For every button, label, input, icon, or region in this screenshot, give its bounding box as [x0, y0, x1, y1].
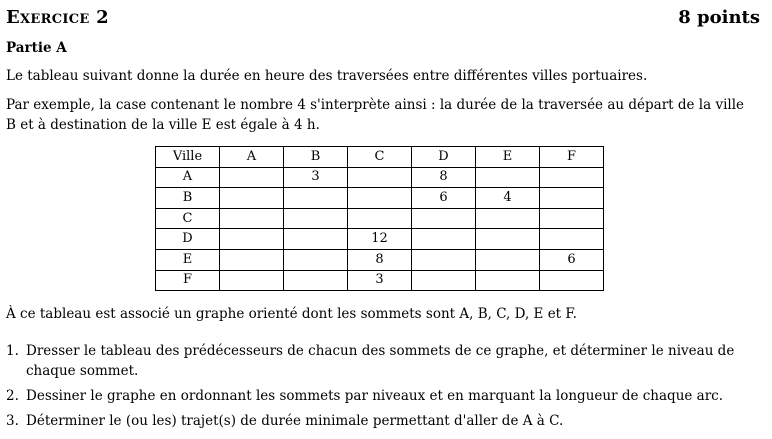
intro-paragraph: Le tableau suivant donne la durée en heure des traversées entre différentes villes portuaires. [6, 68, 648, 84]
table-row-header-cell: C [156, 208, 220, 229]
part-title: Partie A [6, 40, 67, 56]
question-number: 3. [6, 413, 19, 429]
table-cell [220, 167, 284, 188]
question-text: Déterminer le (ou les) trajet(s) de durée minimale permettant d'aller de A à C. [26, 413, 564, 429]
table-header-row [156, 147, 604, 168]
table-cell: 4 [476, 188, 540, 209]
table-cell [412, 270, 476, 291]
table-cell [220, 249, 284, 270]
question-item [6, 411, 758, 431]
travel-duration-table [155, 146, 604, 291]
table-row-header-cell: A [156, 167, 220, 188]
table-row [156, 229, 604, 250]
table-row [156, 249, 604, 270]
table-header-cell: F [540, 147, 604, 168]
table-row-header-cell: E [156, 249, 220, 270]
table-header-cell: E [476, 147, 540, 168]
table-row-header-cell: D [156, 229, 220, 250]
table-cell [284, 208, 348, 229]
table-row-header-cell: F [156, 270, 220, 291]
example-paragraph: Par exemple, la case contenant le nombre 4 s'interprète ainsi : la durée de la traversée au départ de la ville B et à destination de la ville E est égale à 4 h. [6, 97, 745, 133]
table-cell: 8 [412, 167, 476, 188]
table-cell [220, 270, 284, 291]
table-row [156, 188, 604, 209]
table-cell: 3 [348, 270, 412, 291]
question-number: 1. [6, 343, 19, 359]
table-header-cell: B [284, 147, 348, 168]
exercise-title: Exercice 2 [6, 7, 109, 28]
table-cell [540, 270, 604, 291]
table-cell [476, 208, 540, 229]
table-cell [540, 208, 604, 229]
table-cell [540, 167, 604, 188]
table-header-cell: D [412, 147, 476, 168]
question-text: Dresser le tableau des prédécesseurs de chacun des sommets de ce graphe, et déterminer le niveau de chaque sommet. [26, 343, 735, 379]
question-item [6, 386, 758, 406]
table-row [156, 270, 604, 291]
table-cell [348, 167, 412, 188]
question-list [6, 341, 758, 436]
table-header-cell: Ville [156, 147, 220, 168]
table-cell [412, 249, 476, 270]
table-cell [540, 188, 604, 209]
table-header-cell: A [220, 147, 284, 168]
table-cell: 6 [540, 249, 604, 270]
table-cell [412, 229, 476, 250]
table-cell [476, 167, 540, 188]
table-cell [220, 188, 284, 209]
question-number: 2. [6, 388, 19, 404]
table-cell [476, 229, 540, 250]
table-cell [284, 188, 348, 209]
table-cell [348, 188, 412, 209]
table-cell [476, 249, 540, 270]
exercise-points: 8 points [678, 7, 760, 28]
table-cell: 6 [412, 188, 476, 209]
table-cell [284, 249, 348, 270]
table-row-header-cell: B [156, 188, 220, 209]
table-cell: 8 [348, 249, 412, 270]
table-cell [540, 229, 604, 250]
table-cell [476, 270, 540, 291]
table-cell: 12 [348, 229, 412, 250]
question-item [6, 341, 758, 381]
table-header-cell: C [348, 147, 412, 168]
table-cell [220, 208, 284, 229]
table-cell [220, 229, 284, 250]
table-cell: 3 [284, 167, 348, 188]
table-row [156, 208, 604, 229]
table-row [156, 167, 604, 188]
exercise-header [6, 7, 760, 31]
table-cell [348, 208, 412, 229]
table-cell [284, 270, 348, 291]
table-cell [284, 229, 348, 250]
question-text: Dessiner le graphe en ordonnant les sommets par niveaux et en marquant la longueur de chaque arc. [26, 388, 724, 404]
graph-paragraph: À ce tableau est associé un graphe orienté dont les sommets sont A, B, C, D, E et F. [6, 306, 577, 322]
table-cell [412, 208, 476, 229]
